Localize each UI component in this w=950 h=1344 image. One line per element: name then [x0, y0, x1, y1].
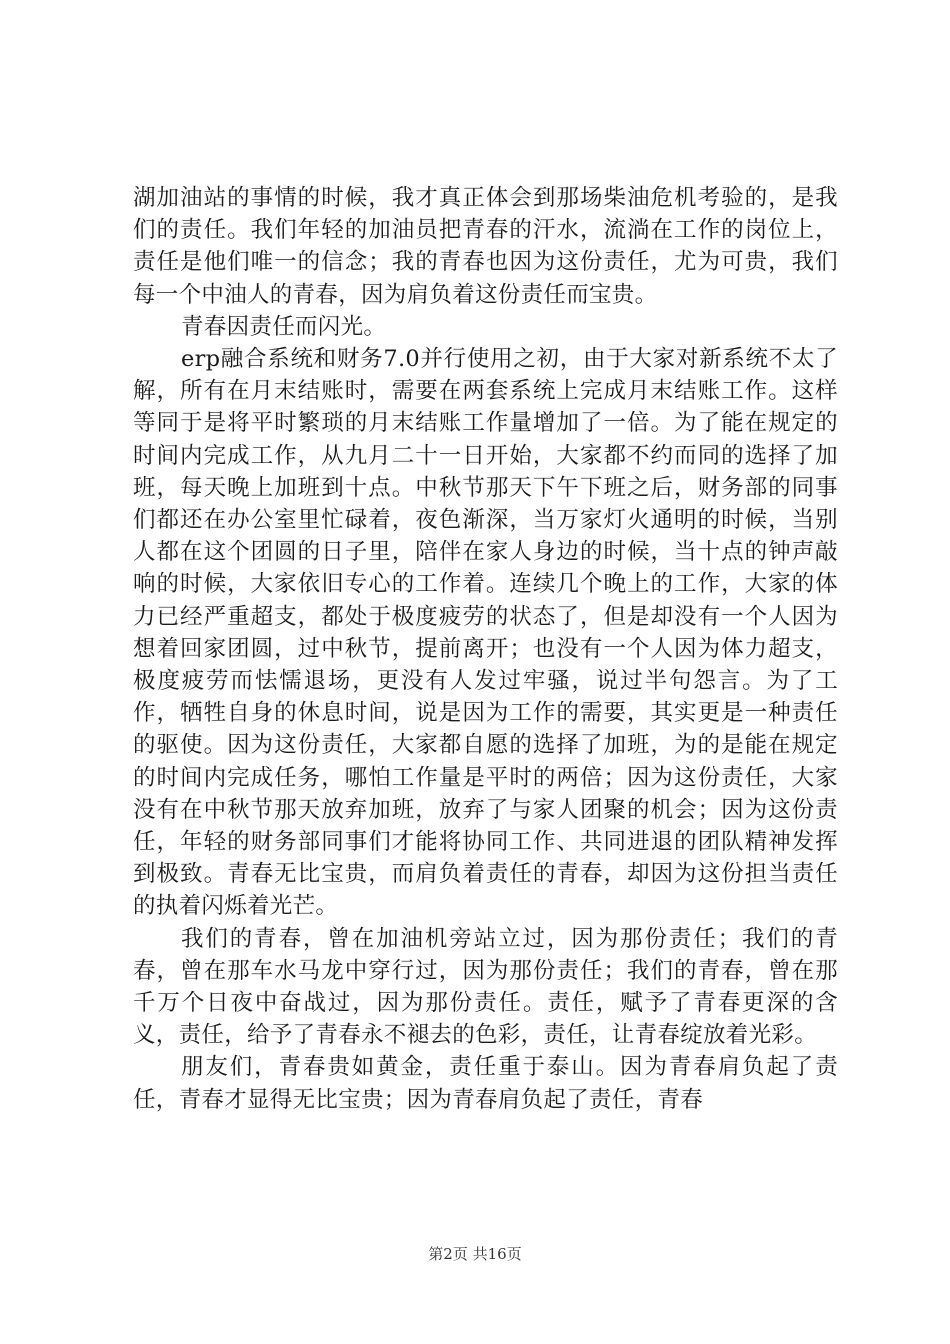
paragraph: erp融合系统和财务7.0并行使用之初，由于大家对新系统不太了解，所有在月末结账时，需要在两套系统上完成月末结账工作。这样等同于是将平时繁琐的月末结账工作量增加了一倍。为了能在规定的时间内完成工作，从九月二十一日开始，大家都不约而同的选择了加班，每天晚上加班到十点。中秋节那天下午下班之后，财务部的同事们都还在办公室里忙碌着，夜色渐深，当万家灯火通明的时候，当别人都在这个团圆的日子里，陪伴在家人身边的时候，当十点的钟声敲响的时候，大家依旧专心的工作着。连续几个晚上的工作，大家的体力已经严重超支，都处于极度疲劳的状态了，但是却没有一个人因为想着回家团圆，过中秋节，提前离开；也没有一个人因为体力超支，极度疲劳而怯懦退场，更没有人发过牢骚，说过半句怨言。为了工作，牺牲自身的休息时间，说是因为工作的需要，其实更是一种责任的驱使。因为这份责任，大家都自愿的选择了加班，为的是能在规定的时间内完成任务，哪怕工作量是平时的两倍；因为这份责任，大家没有在中秋节那天放弃加班，放弃了与家人团聚的机会；因为这份责任，年轻的财务部同事们才能将协同工作、共同进退的团队精神发挥到极致。青春无比宝贵，而肩负着责任的青春，却因为这份担当责任的执着闪烁着光芒。	[133, 346, 838, 920]
paragraph: 青春因责任而闪光。	[181, 313, 387, 340]
page-footer	[0, 1243, 950, 1264]
page-total: 共16页	[472, 1245, 522, 1263]
document-body	[133, 182, 838, 1116]
paragraph: 朋友们，青春贵如黄金，责任重于泰山。因为青春肩负起了责任，青春才显得无比宝贵；因为青春肩负起了责任，青春	[133, 1054, 838, 1113]
paragraph: 我们的青春，曾在加油机旁站立过，因为那份责任；我们的青春，曾在那车水马龙中穿行过，因为那份责任；我们的青春，曾在那千万个日夜中奋战过，因为那份责任。责任，赋予了青春更深的含义，责任，给予了青春永不褪去的色彩，责任，让青春绽放着光彩。	[133, 925, 838, 1049]
page-number: 第2页	[428, 1245, 468, 1263]
paragraph: 湖加油站的事情的时候，我才真正体会到那场柴油危机考验的，是我们的责任。我们年轻的加油员把青春的汗水，流淌在工作的岗位上，责任是他们唯一的信念；我的青春也因为这份责任，尤为可贵，我们每一个中油人的青春，因为肩负着这份责任而宝贵。	[133, 185, 838, 308]
